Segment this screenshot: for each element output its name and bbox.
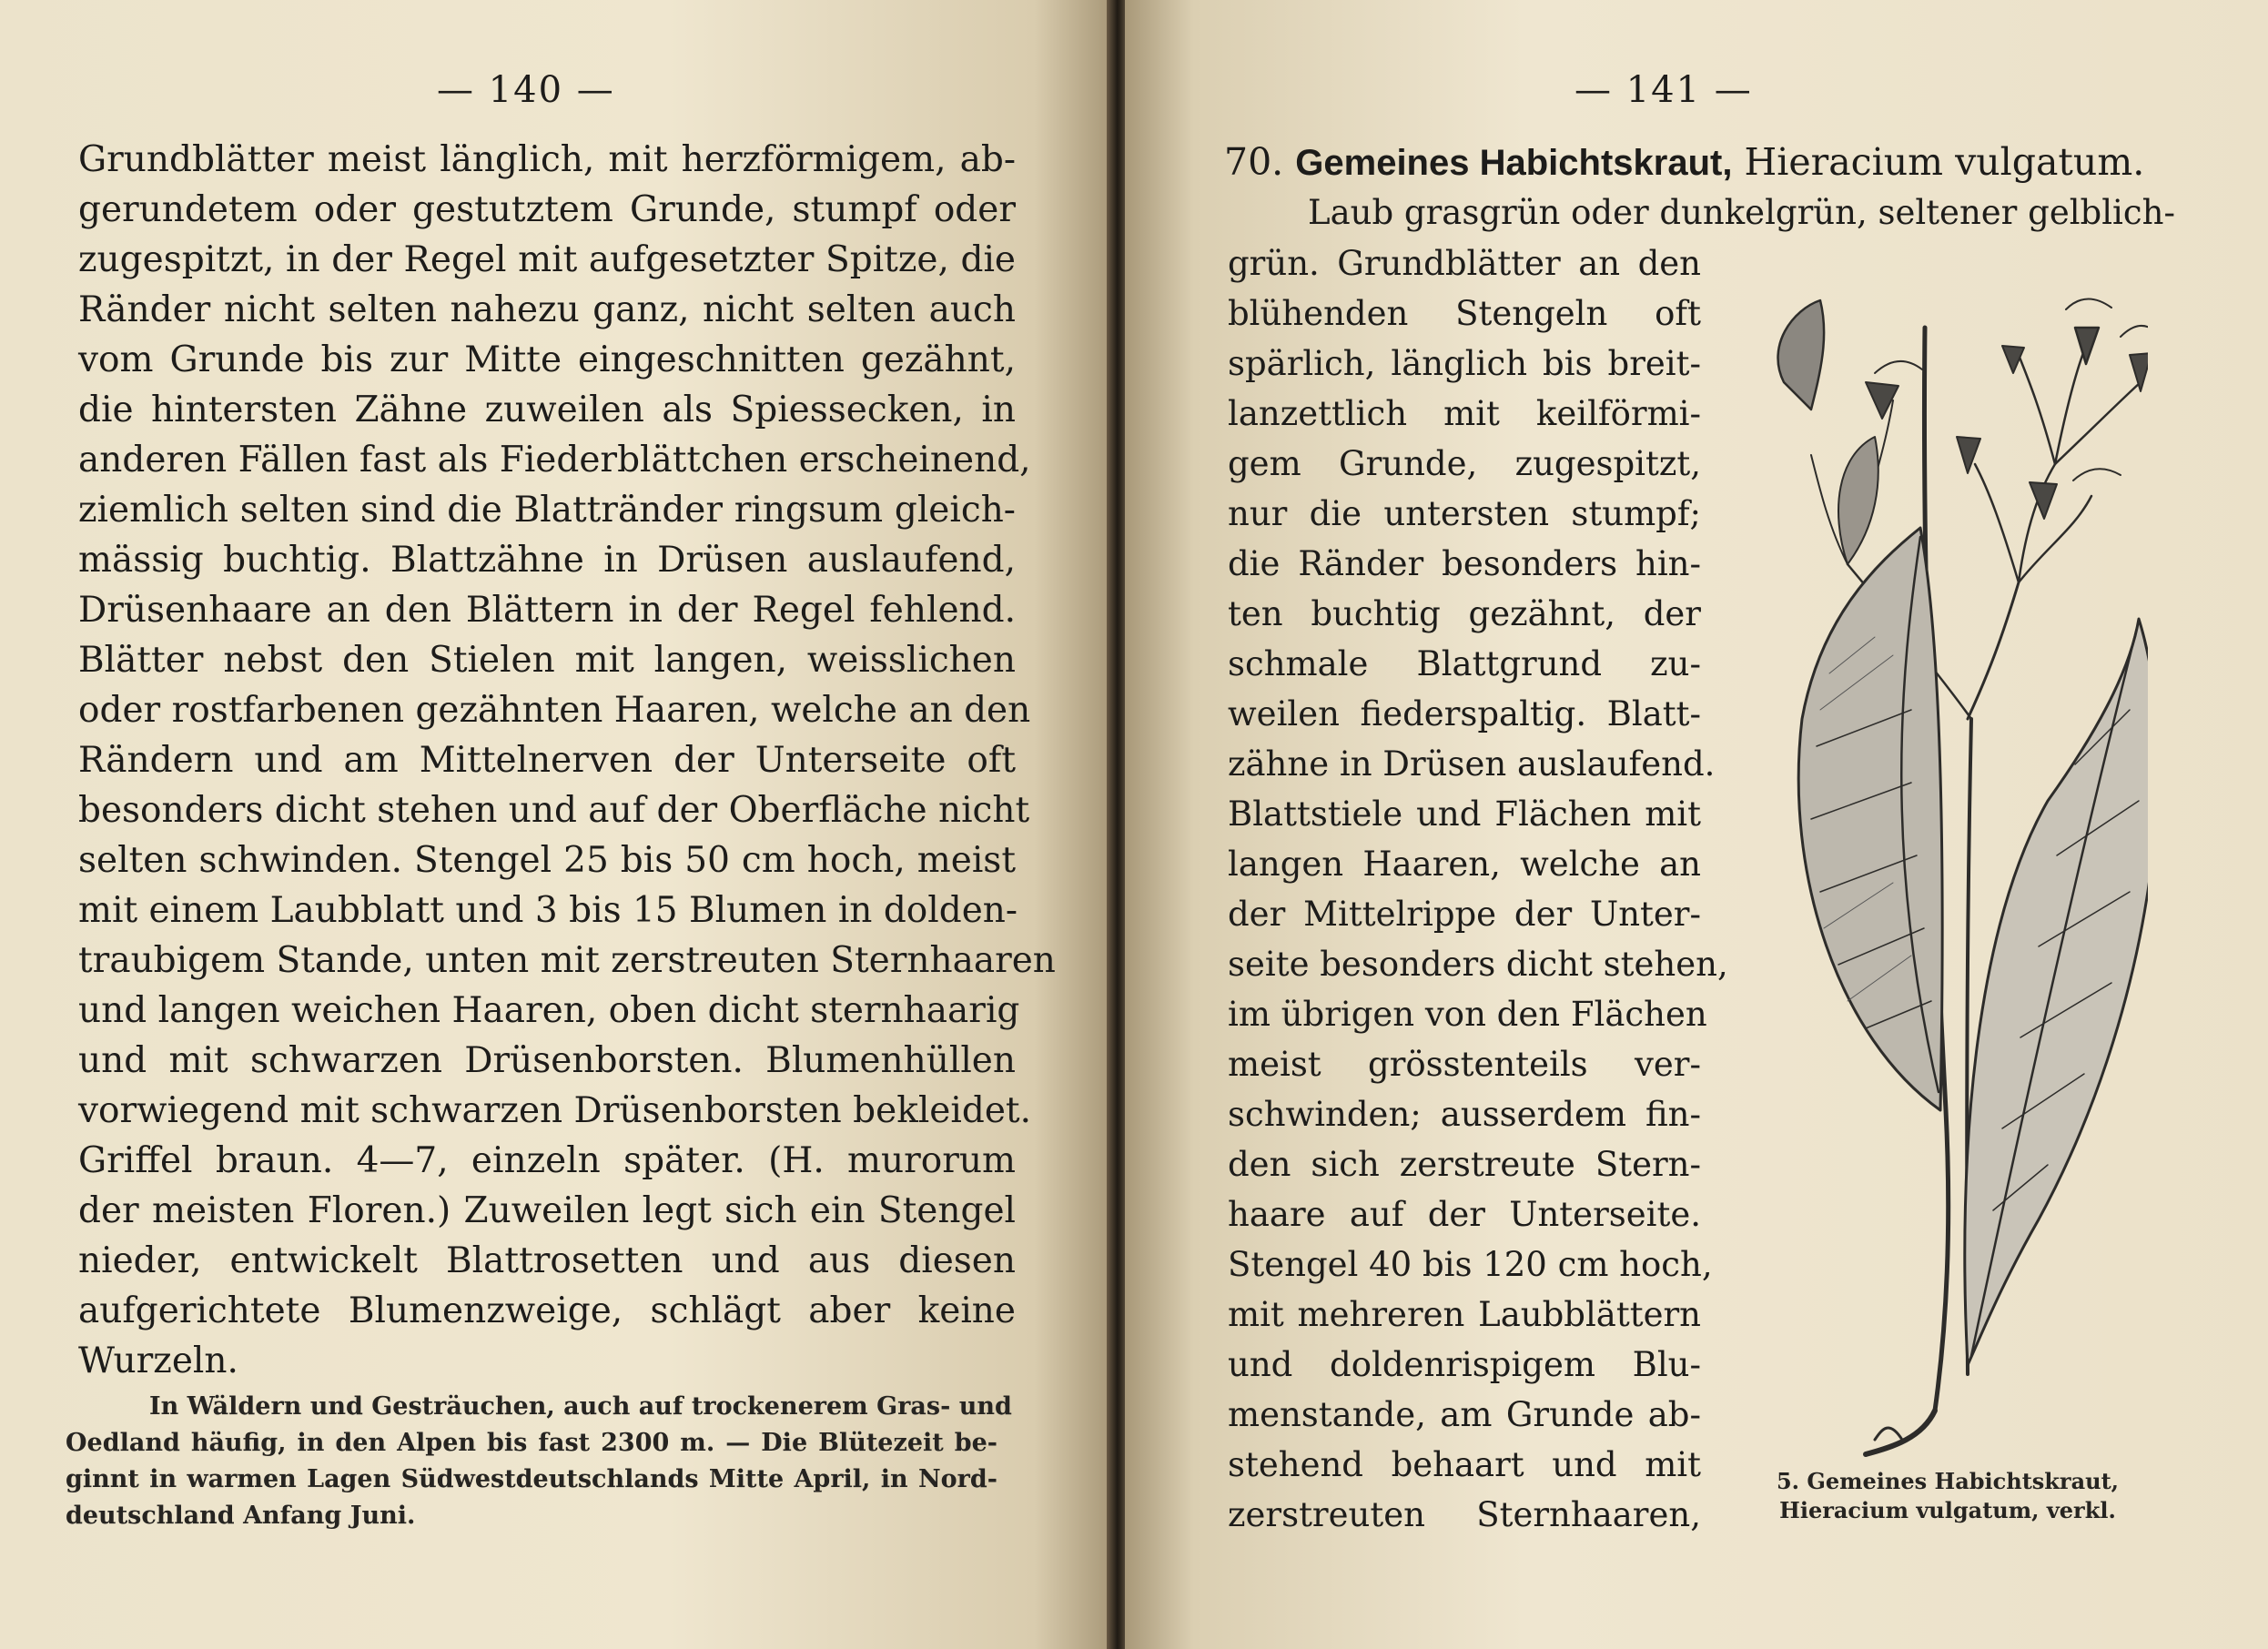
text-line: grün. Grundblätter an den: [1228, 244, 1701, 283]
text-line: schwinden; ausserdem fin-: [1228, 1095, 1701, 1134]
text-line: Stengel 40 bis 120 cm hoch,: [1228, 1245, 1713, 1284]
text-line: die Ränder besonders hin-: [1228, 544, 1701, 583]
text-line: Laub grasgrün oder dunkelgrün, seltener gelblich-: [1308, 193, 2175, 232]
species-heading: [1224, 137, 2143, 187]
text-line: weilen fiederspaltig. Blatt-: [1228, 694, 1701, 733]
text-line: besonders dicht stehen und auf der Oberfläche nicht: [78, 790, 1030, 831]
text-line: Blätter nebst den Stielen mit langen, weisslichen: [78, 640, 1016, 681]
text-line: der meisten Floren.) Zuweilen legt sich ein Stengel: [78, 1190, 1016, 1231]
text-line: blühenden Stengeln oft: [1228, 294, 1701, 333]
text-line: der Mittelrippe der Unter-: [1228, 895, 1701, 934]
text-line: Griffel braun. 4—7, einzeln später. (H. murorum: [78, 1140, 1016, 1181]
text-line: gerundetem oder gestutztem Grunde, stumpf oder: [78, 189, 1016, 230]
text-line: menstande, am Grunde ab-: [1228, 1395, 1701, 1434]
text-line: zugespitzt, in der Regel mit aufgesetzter Spitze, die: [78, 239, 1016, 280]
text-line: seite besonders dicht stehen,: [1228, 945, 1728, 984]
right-first-line: [1308, 187, 2175, 238]
footnote-line: deutschland Anfang Juni.: [66, 1502, 416, 1530]
text-line: und doldenrispigem Blu-: [1228, 1345, 1701, 1384]
species-latin-name: Hieracium vulgatum.: [1744, 140, 2145, 184]
text-line: den sich zerstreute Stern-: [1228, 1145, 1701, 1184]
text-line: mässig buchtig. Blattzähne in Drüsen auslaufend,: [78, 540, 1016, 581]
caption-line: 5. Gemeines Habichtskraut,: [1776, 1468, 2120, 1494]
page-number-right: — 141 —: [1574, 69, 1753, 111]
text-line: gem Grunde, zugespitzt,: [1228, 444, 1701, 483]
text-line: Rändern und am Mittelnerven der Unterseite oft: [78, 740, 1016, 781]
text-line: langen Haaren, welche an: [1228, 845, 1701, 884]
text-line: schmale Blattgrund zu-: [1228, 644, 1701, 683]
text-line: haare auf der Unterseite.: [1228, 1195, 1701, 1234]
text-line: die hintersten Zähne zuweilen als Spiessecken, in: [78, 389, 1016, 430]
text-line: Blattstiele und Flächen mit: [1228, 794, 1701, 834]
text-line: Wurzeln.: [78, 1340, 238, 1381]
text-line: im übrigen von den Flächen: [1228, 995, 1707, 1034]
left-page: [0, 0, 1112, 1649]
text-line: und mit schwarzen Drüsenborsten. Blumenhüllen: [78, 1040, 1016, 1081]
figure-caption: [1757, 1467, 2139, 1525]
text-line: stehend behaart und mit: [1228, 1445, 1701, 1484]
footnote-line: In Wäldern und Gesträuchen, auch auf trockenerem Gras- und: [149, 1392, 1012, 1421]
text-line: ziemlich selten sind die Blattränder ringsum gleich-: [78, 490, 1016, 531]
hieracium-plant-illustration-icon: [1729, 291, 2148, 1465]
text-line: oder rostfarbenen gezähnten Haaren, welche an den: [78, 690, 1031, 731]
footnote-line: ginnt in warmen Lagen Südwestdeutschlands Mitte April, in Nord-: [66, 1465, 997, 1493]
text-line: nur die untersten stumpf;: [1228, 494, 1701, 533]
text-line: vom Grunde bis zur Mitte eingeschnitten gezähnt,: [78, 339, 1016, 380]
text-line: und langen weichen Haaren, oben dicht sternhaarig: [78, 990, 1020, 1031]
text-line: aufgerichtete Blumenzweige, schlägt aber keine: [78, 1290, 1016, 1331]
text-line: lanzettlich mit keilförmi-: [1228, 394, 1701, 433]
text-line: mit mehreren Laubblättern: [1228, 1295, 1701, 1334]
text-line: anderen Fällen fast als Fiederblättchen erscheinend,: [78, 440, 1031, 481]
footnote-line: Oedland häufig, in den Alpen bis fast 2300 m. — Die Blütezeit be-: [66, 1429, 997, 1457]
text-line: Grundblätter meist länglich, mit herzförmigem, ab-: [78, 139, 1016, 180]
right-page-body: [1228, 238, 1728, 1540]
species-number: 70.: [1224, 140, 1284, 184]
text-line: spärlich, länglich bis breit-: [1228, 344, 1701, 383]
text-line: zerstreuten Sternhaaren,: [1228, 1495, 1701, 1534]
habitat-footnote: [66, 1389, 1012, 1534]
text-line: Ränder nicht selten nahezu ganz, nicht selten auch: [78, 289, 1016, 330]
text-line: ten buchtig gezähnt, der: [1228, 594, 1701, 633]
text-line: Drüsenhaare an den Blättern in der Regel fehlend.: [78, 590, 1016, 631]
caption-line: Hieracium vulgatum, verkl.: [1779, 1497, 2116, 1523]
text-line: meist grösstenteils ver-: [1228, 1045, 1701, 1084]
page-number-left: — 140 —: [437, 69, 615, 111]
left-page-body: [78, 135, 1056, 1386]
text-line: mit einem Laubblatt und 3 bis 15 Blumen in dolden-: [78, 890, 1018, 931]
species-common-name: Gemeines Habichtskraut,: [1295, 143, 1733, 183]
text-line: nieder, entwickelt Blattrosetten und aus diesen: [78, 1240, 1016, 1281]
text-line: zähne in Drüsen auslaufend.: [1228, 744, 1716, 784]
text-line: selten schwinden. Stengel 25 bis 50 cm hoch, meist: [78, 840, 1016, 881]
text-line: vorwiegend mit schwarzen Drüsenborsten bekleidet.: [78, 1090, 1031, 1131]
text-line: traubigem Stande, unten mit zerstreuten Sternhaaren: [78, 940, 1056, 981]
